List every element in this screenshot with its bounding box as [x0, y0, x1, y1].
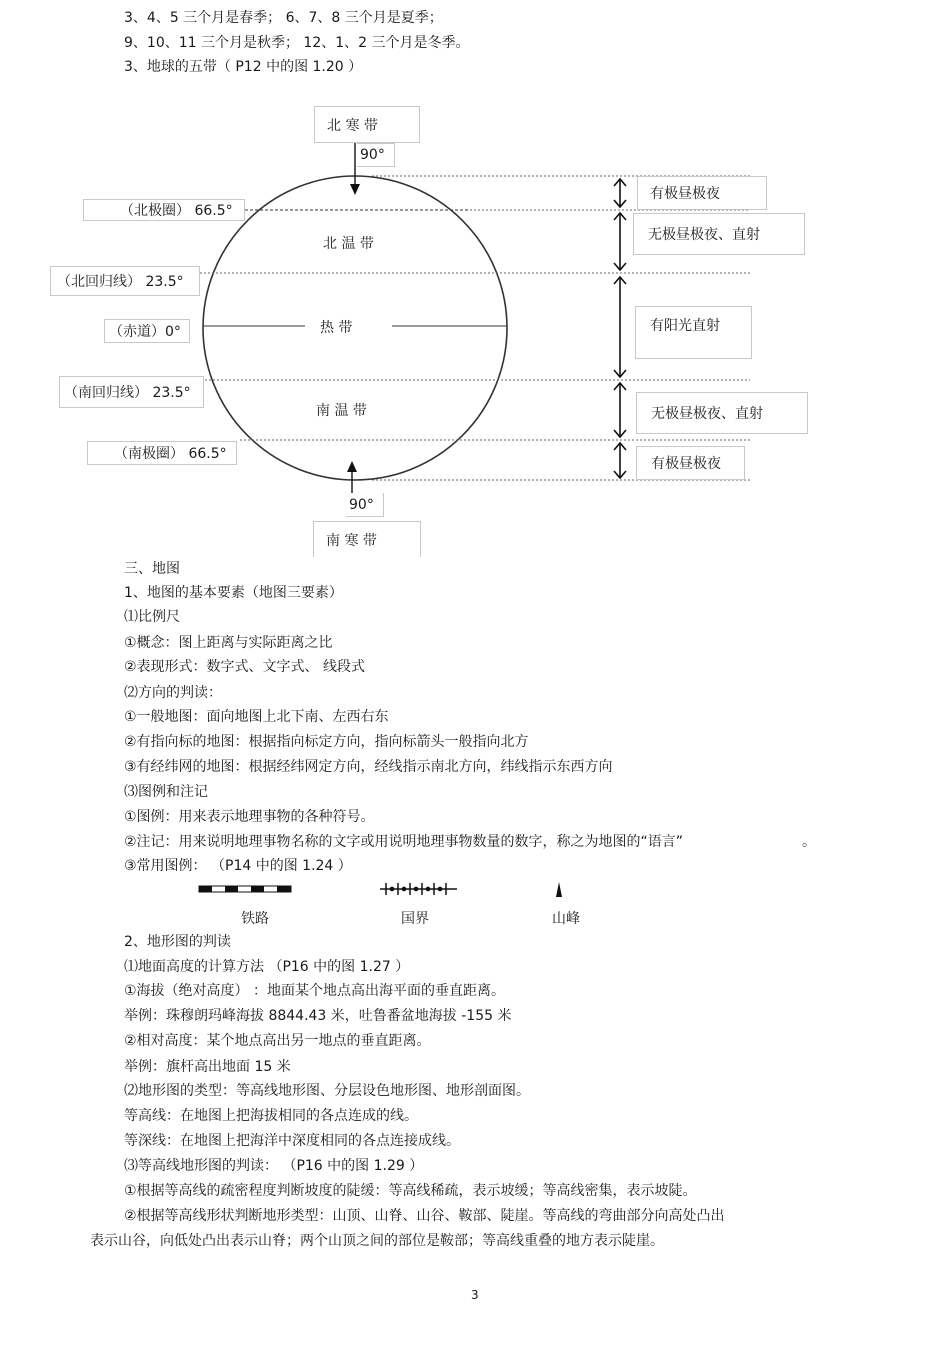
intro-line-2: 9、10、11 三个月是秋季； 12、1、2 三个月是冬季。 [124, 35, 470, 51]
antarctic-circle-label: （南极圈） 66.5° [114, 446, 227, 462]
body-line-18: 举例：旗杆高出地面 15 米 [124, 1059, 291, 1075]
body-line-10: ①图例：用来表示地理事物的各种符号。 [124, 809, 375, 825]
right-label-2: 无极昼极夜、直射 [648, 227, 760, 243]
right-label-3: 有阳光直射 [650, 318, 720, 334]
body-line-24: ②根据等高线形状判断地形类型：山顶、山脊、山谷、鞍部、陡崖。等高线的弯曲部分向高处凸出 [124, 1208, 725, 1224]
body-line-4: ②表现形式：数字式、文字式、 线段式 [124, 659, 365, 675]
right-label-1-box [637, 176, 767, 210]
body-line-13: 2、地形图的判读 [124, 934, 231, 950]
right-label-5: 有极昼极夜 [651, 456, 721, 472]
deg-top-box [357, 143, 395, 167]
border-symbol [380, 883, 457, 895]
south-frigid-label: 南 寒 带 [326, 532, 377, 549]
body-line-9: ⑶图例和注记 [124, 784, 208, 800]
arctic-circle-box [83, 199, 245, 221]
deg-bottom-box [346, 493, 384, 517]
legend-border-label: 国界 [401, 911, 429, 927]
body-line-25: 表示山谷，向低处凸出表示山脊；两个山顶之间的部位是鞍部；等高线重叠的地方表示陡崖。 [90, 1233, 664, 1249]
right-label-4: 无极昼极夜、直射 [651, 406, 763, 422]
north-frigid-box [314, 106, 420, 143]
body-line-15: ①海拔（绝对高度） ：地面某个地点高出海平面的垂直距离。 [124, 983, 505, 999]
body-line-21: 等深线：在地图上把海洋中深度相同的各点连接成线。 [124, 1133, 460, 1149]
equator-label: （赤道）0° [109, 324, 181, 340]
body-line-12: ③常用图例： （P14 中的图 1.24 ） [124, 858, 352, 874]
body-line-11: ②注记：用来说明地理事物名称的文字或用说明地理事物数量的数字，称之为地图的“语言” [124, 834, 684, 850]
top-arrow-head [350, 184, 360, 195]
intro-line-1: 3、4、5 三个月是春季； 6、7、8 三个月是夏季； [124, 10, 443, 26]
body-line-19: ⑵地形图的类型：等高线地形图、分层设色地形图、地形剖面图。 [124, 1083, 530, 1099]
body-line-20: 等高线：在地图上把海拔相同的各点连成的线。 [124, 1108, 418, 1124]
body-line-23: ①根据等高线的疏密程度判断坡度的陡缓：等高线稀疏，表示坡缓；等高线密集，表示坡陡。 [124, 1183, 697, 1199]
intro-line-3: 3、地球的五带（ P12 中的图 1.20 ） [124, 59, 363, 75]
arctic-circle-label: （北极圈） 66.5° [120, 203, 233, 219]
body-line-17: ②相对高度：某个地点高出另一地点的垂直距离。 [124, 1033, 431, 1049]
south-temperate-label: 南 温 带 [316, 403, 367, 419]
tropic-zone-label: 热 带 [320, 320, 353, 336]
page-number: 3 [471, 1288, 479, 1302]
right-arrows [614, 179, 626, 478]
deg-top-label: 90° [360, 147, 385, 163]
body-line-1: 1、地图的基本要素（地图三要素） [124, 585, 343, 601]
peak-symbol [556, 882, 562, 897]
legend-railway-label: 铁路 [241, 911, 269, 927]
body-line-22: ⑶等高线地形图的判读： （P16 中的图 1.29 ） [124, 1158, 424, 1174]
deg-bottom-label: 90° [349, 496, 374, 513]
tropic-cancer-box [50, 266, 200, 296]
equator-box [104, 319, 190, 343]
right-label-4-box [636, 392, 808, 434]
section-3-heading: 三、地图 [124, 561, 180, 577]
body-line-5: ⑵方向的判读： [124, 685, 222, 701]
right-label-3-box [635, 306, 752, 359]
right-label-5-box [636, 446, 745, 480]
tropic-capricorn-box [59, 376, 204, 408]
right-label-1: 有极昼极夜 [650, 186, 720, 202]
body-line-6: ①一般地图：面向地图上北下南、左西右东 [124, 709, 389, 725]
north-temperate-label: 北 温 带 [323, 236, 374, 252]
antarctic-circle-box [87, 441, 237, 465]
south-frigid-box [313, 521, 421, 557]
body-line-7: ②有指向标的地图：根据指向标定方向，指向标箭头一般指向北方 [124, 734, 529, 750]
railway-symbol [199, 886, 291, 892]
body-line-3: ①概念：图上距离与实际距离之比 [124, 635, 333, 651]
bottom-arrow-head [347, 461, 357, 472]
body-line-11-end: 。 [802, 834, 816, 850]
earth-circle [203, 176, 507, 480]
tropic-capricorn-label: （南回归线） 23.5° [64, 385, 191, 401]
body-line-8: ③有经纬网的地图：根据经纬网定方向，经线指示南北方向，纬线指示东西方向 [124, 759, 613, 775]
body-line-2: ⑴比例尺 [124, 609, 180, 625]
body-line-14: ⑴地面高度的计算方法 （P16 中的图 1.27 ） [124, 959, 410, 975]
body-line-16: 举例：珠穆朗玛峰海拔 8844.43 米，吐鲁番盆地海拔 -155 米 [124, 1008, 512, 1024]
tropic-cancer-label: （北回归线） 23.5° [57, 274, 184, 290]
legend-peak-label: 山峰 [552, 911, 580, 927]
right-label-2-box [633, 213, 805, 255]
north-frigid-label: 北 寒 带 [327, 117, 378, 134]
